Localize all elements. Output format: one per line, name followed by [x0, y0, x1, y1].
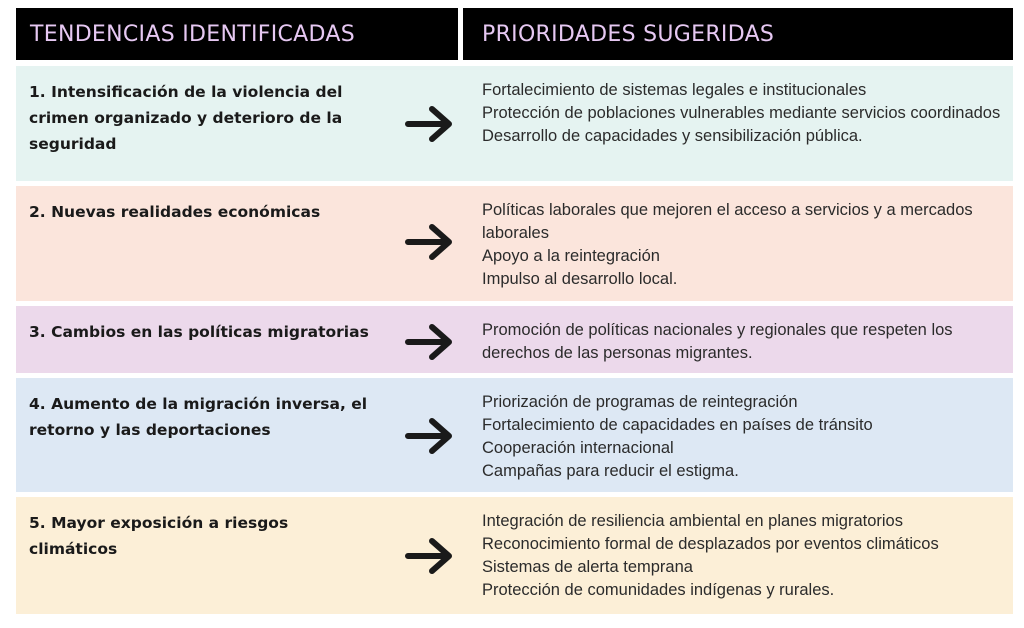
- header-prioridades: PRIORIDADES SUGERIDAS: [463, 8, 1013, 60]
- priority-item: Apoyo a la reintegración: [482, 247, 660, 265]
- priority-item: Sistemas de alerta temprana: [482, 558, 693, 576]
- priority-item: Cooperación internacional: [482, 439, 674, 457]
- trend-label-4: 4. Aumento de la migración inversa, el retorno y las deportaciones: [29, 395, 368, 439]
- priority-item: Políticas laborales que mejoren el acceso a servicios y a mercados laborales: [482, 201, 973, 242]
- trend-label-2: 2. Nuevas realidades económicas: [29, 203, 321, 221]
- priority-item: Fortalecimiento de sistemas legales e institucionales: [482, 81, 867, 99]
- trend-row-5: [16, 497, 1013, 614]
- trend-row-3: [16, 306, 1013, 373]
- trend-label-3: 3. Cambios en las políticas migratorias: [29, 323, 369, 341]
- arrow-right-icon: [404, 104, 456, 144]
- priority-item: Priorización de programas de reintegración: [482, 393, 798, 411]
- priority-list-2: [482, 199, 1002, 291]
- priority-list-4: [482, 391, 1002, 483]
- arrow-right-icon: [404, 322, 456, 362]
- priority-item: Protección de poblaciones vulnerables mediante servicios coordinados: [482, 104, 1001, 122]
- arrow-right-icon: [404, 222, 456, 262]
- priority-item: Promoción de políticas nacionales y regionales que respeten los derechos de las personas migrantes.: [482, 321, 953, 362]
- arrow-right-icon: [404, 536, 456, 576]
- priority-item: Protección de comunidades indígenas y rurales.: [482, 581, 835, 599]
- priority-item: Fortalecimiento de capacidades en países de tránsito: [482, 416, 873, 434]
- arrow-right-icon: [404, 416, 456, 456]
- trend-row-4: [16, 378, 1013, 492]
- priority-item: Impulso al desarrollo local.: [482, 270, 678, 288]
- trend-row-1: [16, 66, 1013, 181]
- priority-item: Reconocimiento formal de desplazados por eventos climáticos: [482, 535, 939, 553]
- priority-item: Campañas para reducir el estigma.: [482, 462, 739, 480]
- trend-label-5: 5. Mayor exposición a riesgos climáticos: [29, 514, 289, 558]
- trend-row-2: [16, 186, 1013, 301]
- header-tendencias: TENDENCIAS IDENTIFICADAS: [16, 8, 458, 60]
- priority-list-1: [482, 79, 1002, 148]
- priority-item: Integración de resiliencia ambiental en planes migratorios: [482, 512, 903, 530]
- priority-list-3: [482, 319, 1002, 365]
- trend-label-1: 1. Intensificación de la violencia del crimen organizado y deterioro de la seguridad: [29, 83, 343, 153]
- priority-list-5: [482, 510, 1002, 602]
- priority-item: Desarrollo de capacidades y sensibilización pública.: [482, 127, 863, 145]
